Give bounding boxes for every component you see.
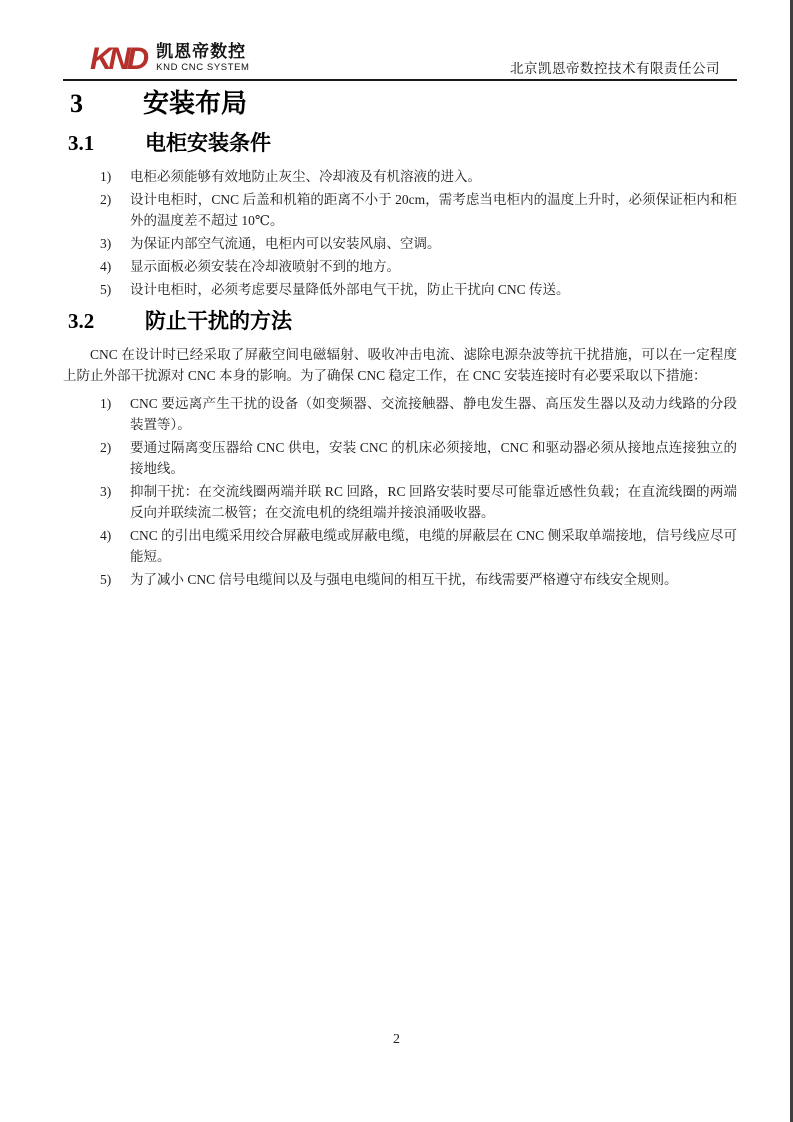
anti-interference-list xyxy=(63,393,737,590)
page-number: 2 xyxy=(393,1032,400,1047)
list-marker: 1) xyxy=(100,396,112,411)
company-logo xyxy=(90,42,250,76)
list-text: 设计电柜时，必须考虑要尽量降低外部电气干扰，防止干扰向 CNC 传送。 xyxy=(130,282,570,297)
section-title: 防止干扰的方法 xyxy=(145,309,292,333)
chapter-heading xyxy=(63,88,737,120)
list-text: CNC 要远离产生干扰的设备（如变频器、交流接触器、静电发生器、高压发生器以及动力线路的分段装置等）。 xyxy=(130,396,737,432)
list-text: 为保证内部空气流通，电柜内可以安装风扇、空调。 xyxy=(130,236,441,251)
chapter-number: 3 xyxy=(70,89,83,118)
list-item xyxy=(63,481,737,523)
list-text: CNC 的引出电缆采用绞合屏蔽电缆或屏蔽电缆，电缆的屏蔽层在 CNC 侧采取单端接地，信号线应尽可能短。 xyxy=(130,528,737,564)
list-text: 要通过隔离变压器给 CNC 供电，安装 CNC 的机床必须接地，CNC 和驱动器必须从接地点连接独立的接地线。 xyxy=(130,440,737,476)
brand-name-en: KND CNC SYSTEM xyxy=(156,62,250,73)
section-number: 3.1 xyxy=(68,131,95,155)
company-name: 北京凯恩帝数控技术有限责任公司 xyxy=(510,61,720,76)
section-title: 电柜安装条件 xyxy=(145,131,271,155)
list-marker: 2) xyxy=(100,440,112,455)
list-marker: 4) xyxy=(100,528,112,543)
list-item xyxy=(63,437,737,479)
list-text: 电柜必须能够有效地防止灰尘、冷却液及有机溶液的进入。 xyxy=(130,169,481,184)
page-content xyxy=(63,88,737,596)
section-number: 3.2 xyxy=(68,309,95,333)
list-item xyxy=(63,166,737,187)
chapter-title: 安装布局 xyxy=(143,89,248,118)
brand-name-cn: 凯恩帝数控 xyxy=(156,42,247,61)
knd-logo-mark: KND xyxy=(90,40,146,77)
list-text: 显示面板必须安装在冷却液喷射不到的地方。 xyxy=(130,259,400,274)
logo-text-block xyxy=(156,42,249,74)
list-item xyxy=(63,256,737,277)
list-item xyxy=(63,189,737,231)
list-marker: 1) xyxy=(100,169,112,184)
cabinet-conditions-list xyxy=(63,166,737,300)
list-text: 为了减小 CNC 信号电缆间以及与强电电缆间的相互干扰，布线需要严格遵守布线安全规则。 xyxy=(130,572,678,587)
list-marker: 5) xyxy=(100,572,112,587)
header-divider xyxy=(63,79,737,81)
list-item xyxy=(63,569,737,590)
section-heading-3-2 xyxy=(63,306,737,336)
list-text: 设计电柜时，CNC 后盖和机箱的距离不小于 20cm，需考虑当电柜内的温度上升时，必须保证柜内和柜外的温度差不超过 10℃。 xyxy=(130,192,737,228)
list-marker: 3) xyxy=(100,236,112,251)
section-heading-3-1 xyxy=(63,128,737,158)
list-marker: 4) xyxy=(100,259,112,274)
list-marker: 3) xyxy=(100,484,112,499)
list-item xyxy=(63,393,737,435)
intro-paragraph: CNC 在设计时已经采取了屏蔽空间电磁辐射、吸收冲击电流、滤除电源杂波等抗干扰措施，可以在一定程度上防止外部干扰源对 CNC 本身的影响。为了确保 CNC 稳定工作，在 CNC 安装连接时有必要采取以下措施： xyxy=(63,347,737,383)
list-item xyxy=(63,233,737,254)
list-item xyxy=(63,279,737,300)
list-marker: 5) xyxy=(100,282,112,297)
list-text: 抑制干扰：在交流线圈两端并联 RC 回路，RC 回路安装时要尽可能靠近感性负载；在直流线圈的两端反向并联续流二极管；在交流电机的绕组端并接浪涌吸收器。 xyxy=(130,484,737,520)
list-item xyxy=(63,525,737,567)
list-marker: 2) xyxy=(100,192,112,207)
